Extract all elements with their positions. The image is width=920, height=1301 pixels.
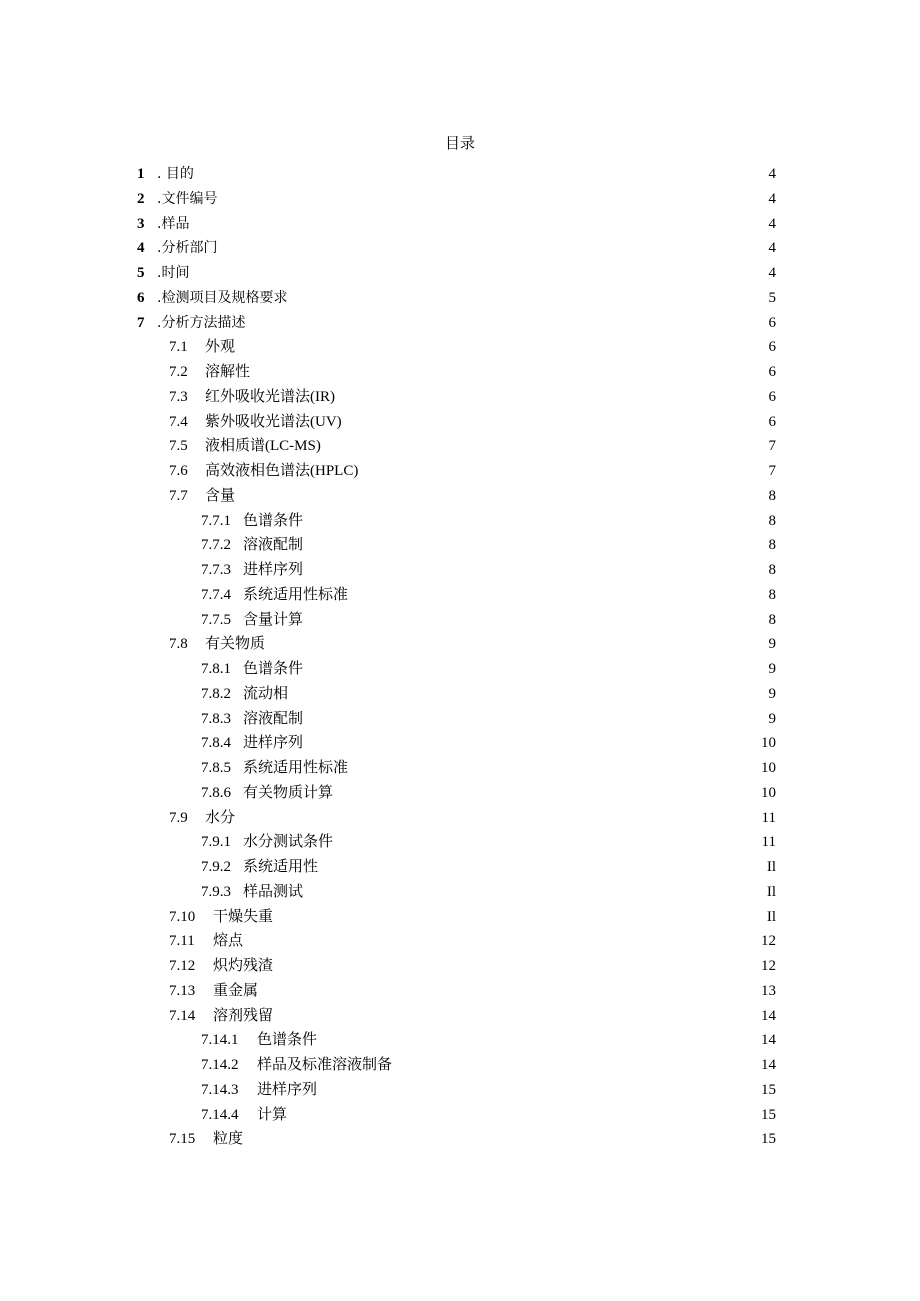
toc-entry[interactable]: [0, 360, 920, 385]
toc-entry-title: 系统适用性: [243, 859, 319, 875]
toc-entry-title: 溶液配制: [243, 710, 304, 727]
toc-entry[interactable]: [0, 261, 920, 286]
toc-entry-title: 重金属: [213, 982, 259, 999]
toc-entry-page: 9: [768, 710, 776, 727]
toc-entry-title: 流动相: [243, 685, 289, 702]
toc-entry-page: 4: [768, 166, 776, 182]
toc-entry-page: 10: [761, 760, 776, 776]
toc-entry[interactable]: [0, 533, 920, 558]
toc-entry-page: 8: [768, 512, 776, 529]
toc-entry[interactable]: [0, 979, 920, 1004]
toc-entry-number: 7.11: [169, 933, 195, 950]
toc-entry-title: 计算: [257, 1106, 288, 1123]
toc-entry-title: .时间: [157, 265, 190, 281]
toc-entry-title: 进样序列: [257, 1081, 318, 1098]
toc-entry-page: 9: [768, 661, 776, 677]
toc-entry-title: 液相质谱(LC-MS): [205, 438, 321, 455]
toc-entry-title: 熔点: [213, 933, 244, 950]
toc-entry-number: 7.14.2: [201, 1057, 239, 1073]
toc-entry[interactable]: [0, 954, 920, 979]
toc-entry-page: 8: [768, 487, 776, 504]
toc-entry[interactable]: [0, 781, 920, 806]
toc-entry[interactable]: [0, 632, 920, 657]
toc-entry-title: 炽灼残渣: [213, 958, 274, 974]
toc-entry-number: 4: [137, 240, 145, 257]
toc-entry-title: 水分: [205, 809, 236, 826]
toc-entry-title: 系统适用性标准: [243, 586, 349, 603]
toc-entry-number: 7.9.3: [201, 883, 231, 900]
toc-entry-number: 7.10: [169, 908, 196, 925]
toc-entry-number: 6: [137, 289, 145, 306]
toc-entry-page: 9: [768, 685, 776, 702]
toc-entry-page: 8: [768, 562, 776, 578]
toc-entry[interactable]: [0, 657, 920, 682]
toc-entry-number: 3: [137, 215, 145, 232]
toc-entry-title: .文件编号: [157, 190, 218, 207]
toc-entry-number: 7.14: [169, 1007, 196, 1024]
toc-entry[interactable]: [0, 855, 920, 880]
toc-entry-title: .样品: [157, 215, 190, 232]
toc-entry[interactable]: [0, 1078, 920, 1103]
toc-entry-title: 干燥失重: [213, 908, 274, 925]
toc-entry-page: 11: [761, 834, 776, 851]
toc-entry[interactable]: [0, 311, 920, 336]
toc-entry[interactable]: [0, 880, 920, 905]
toc-entry-page: 14: [761, 1057, 776, 1073]
toc-entry-page: 6: [768, 413, 776, 430]
toc-entry[interactable]: [0, 558, 920, 583]
toc-entry[interactable]: [0, 385, 920, 410]
toc-entry-title: 含量: [205, 487, 236, 504]
toc-entry-number: 7.14.1: [201, 1032, 239, 1049]
toc-entry-number: 7.14.4: [201, 1106, 239, 1123]
toc-entry-page: 5: [768, 289, 776, 306]
toc-entry[interactable]: [0, 830, 920, 855]
toc-entry-number: 5: [137, 265, 145, 281]
toc-entry-number: 1: [137, 166, 145, 182]
toc-entry-page: 12: [761, 958, 776, 974]
toc-entry-page: 15: [761, 1131, 776, 1148]
toc-entry[interactable]: [0, 1004, 920, 1029]
toc-entry-page: 6: [768, 388, 776, 405]
toc-entry[interactable]: [0, 806, 920, 831]
toc-entry-page: 8: [768, 586, 776, 603]
toc-entry-page: 14: [761, 1007, 776, 1024]
toc-entry-page: Il: [766, 908, 776, 925]
toc-entry[interactable]: [0, 162, 920, 187]
toc-entry[interactable]: [0, 187, 920, 212]
toc-entry-title: 水分测试条件: [243, 834, 334, 851]
toc-entry[interactable]: [0, 1053, 920, 1078]
toc-entry-title: 样品及标准溶液制备: [257, 1057, 393, 1073]
toc-entry-number: 7.8.2: [201, 685, 231, 702]
toc-entry[interactable]: [0, 682, 920, 707]
toc-entry-number: 7.7.4: [201, 586, 231, 603]
toc-entry-title: 样品测试: [243, 883, 304, 900]
toc-entry-number: 7.14.3: [201, 1081, 239, 1098]
toc-entry-number: 7.8: [169, 636, 188, 653]
toc-entry-title: 粒度: [213, 1131, 244, 1148]
toc-entry[interactable]: [0, 1103, 920, 1128]
toc-entry-title: .分析部门: [157, 240, 218, 257]
toc-entry-page: Il: [766, 859, 776, 875]
toc-entry-page: 4: [768, 215, 776, 232]
toc-entry[interactable]: [0, 929, 920, 954]
toc-entry-title: 进样序列: [243, 562, 304, 578]
toc-entry-title: 紫外吸收光谱法(UV): [205, 413, 342, 430]
toc-entry-page: 6: [768, 364, 776, 380]
toc-entry-page: 7: [768, 463, 776, 479]
toc-entry-number: 7.4: [169, 413, 188, 430]
toc-entry[interactable]: [0, 410, 920, 435]
toc-entry[interactable]: [0, 731, 920, 756]
toc-entry-number: 7.2: [169, 364, 188, 380]
toc-entry[interactable]: [0, 236, 920, 261]
toc-entry-title: 含量计算: [243, 611, 304, 628]
toc-entry-title: . 目的: [157, 166, 194, 182]
toc-entry-number: 7.7: [169, 487, 188, 504]
toc-entry-page: 4: [768, 190, 776, 207]
toc-entry-number: 7.7.2: [201, 537, 231, 554]
toc-entry-page: 6: [768, 314, 776, 331]
toc-entry-number: 7.9.2: [201, 859, 231, 875]
toc-entry-page: 8: [768, 537, 776, 554]
toc-entry-number: 7.8.6: [201, 784, 231, 801]
toc-entry-page: 10: [761, 784, 776, 801]
toc-entry[interactable]: [0, 484, 920, 509]
toc-entry-number: 7.7.3: [201, 562, 231, 578]
toc-entry[interactable]: [0, 459, 920, 484]
toc-entry[interactable]: [0, 212, 920, 237]
toc-entry[interactable]: [0, 756, 920, 781]
toc-entry-page: 15: [761, 1081, 776, 1098]
toc-entry-title: 有关物质计算: [243, 784, 334, 801]
toc-entry[interactable]: [0, 509, 920, 534]
toc-entry-page: 8: [768, 611, 776, 628]
toc-entry[interactable]: [0, 286, 920, 311]
toc-entry-page: 10: [761, 735, 776, 752]
toc-entry[interactable]: [0, 335, 920, 360]
toc-entry[interactable]: [0, 707, 920, 732]
toc-entry-title: 系统适用性标准: [243, 760, 349, 776]
toc-entry[interactable]: [0, 905, 920, 930]
toc-entry-number: 7.8.3: [201, 710, 231, 727]
toc-entry[interactable]: [0, 583, 920, 608]
toc-entry[interactable]: [0, 608, 920, 633]
table-of-contents: [0, 162, 920, 1152]
toc-entry-title: 外观: [205, 339, 236, 356]
toc-entry-number: 2: [137, 190, 145, 207]
toc-entry-number: 7.6: [169, 463, 188, 479]
toc-entry[interactable]: [0, 434, 920, 459]
toc-entry-page: 6: [768, 339, 776, 356]
toc-entry-title: 进样序列: [243, 735, 304, 752]
toc-entry-title: 溶解性: [205, 364, 251, 380]
toc-entry-title: 溶液配制: [243, 537, 304, 554]
toc-entry-title: .分析方法描述: [157, 314, 246, 331]
toc-entry-number: 7.8.4: [201, 735, 231, 752]
toc-entry-page: 9: [768, 636, 776, 653]
toc-entry-number: 7.9: [169, 809, 188, 826]
toc-entry-page: 13: [761, 982, 776, 999]
toc-entry-number: 7.5: [169, 438, 188, 455]
toc-entry-number: 7.1: [169, 339, 188, 356]
toc-entry-title: 色谱条件: [243, 661, 304, 677]
toc-entry-number: 7.13: [169, 982, 196, 999]
toc-entry-page: 4: [768, 240, 776, 257]
toc-entry-page: 15: [761, 1106, 776, 1123]
toc-entry-number: 7: [137, 314, 145, 331]
toc-entry-title: 溶剂残留: [213, 1007, 274, 1024]
toc-entry-title: 高效液相色谱法(HPLC): [205, 463, 359, 479]
toc-entry-page: 7: [768, 438, 776, 455]
toc-entry-title: .检测项目及规格要求: [157, 289, 288, 306]
toc-entry-number: 7.15: [169, 1131, 196, 1148]
toc-entry-page: 11: [761, 809, 776, 826]
toc-entry-page: 14: [761, 1032, 776, 1049]
toc-entry-page: 4: [768, 265, 776, 281]
toc-entry-number: 7.9.1: [201, 834, 231, 851]
toc-entry-number: 7.7.5: [201, 611, 231, 628]
toc-entry-page: 12: [761, 933, 776, 950]
toc-entry-number: 7.3: [169, 388, 188, 405]
toc-entry-title: 色谱条件: [243, 512, 304, 529]
toc-entry-title: 红外吸收光谱法(IR): [205, 388, 335, 405]
toc-entry-number: 7.8.1: [201, 661, 231, 677]
toc-entry[interactable]: [0, 1127, 920, 1152]
toc-entry-page: Il: [766, 883, 776, 900]
toc-entry-number: 7.8.5: [201, 760, 231, 776]
toc-entry-title: 有关物质: [205, 636, 266, 653]
toc-entry[interactable]: [0, 1028, 920, 1053]
toc-entry-number: 7.12: [169, 958, 196, 974]
toc-entry-number: 7.7.1: [201, 512, 231, 529]
toc-entry-title: 色谱条件: [257, 1032, 318, 1049]
page-title: 目录: [444, 134, 475, 152]
